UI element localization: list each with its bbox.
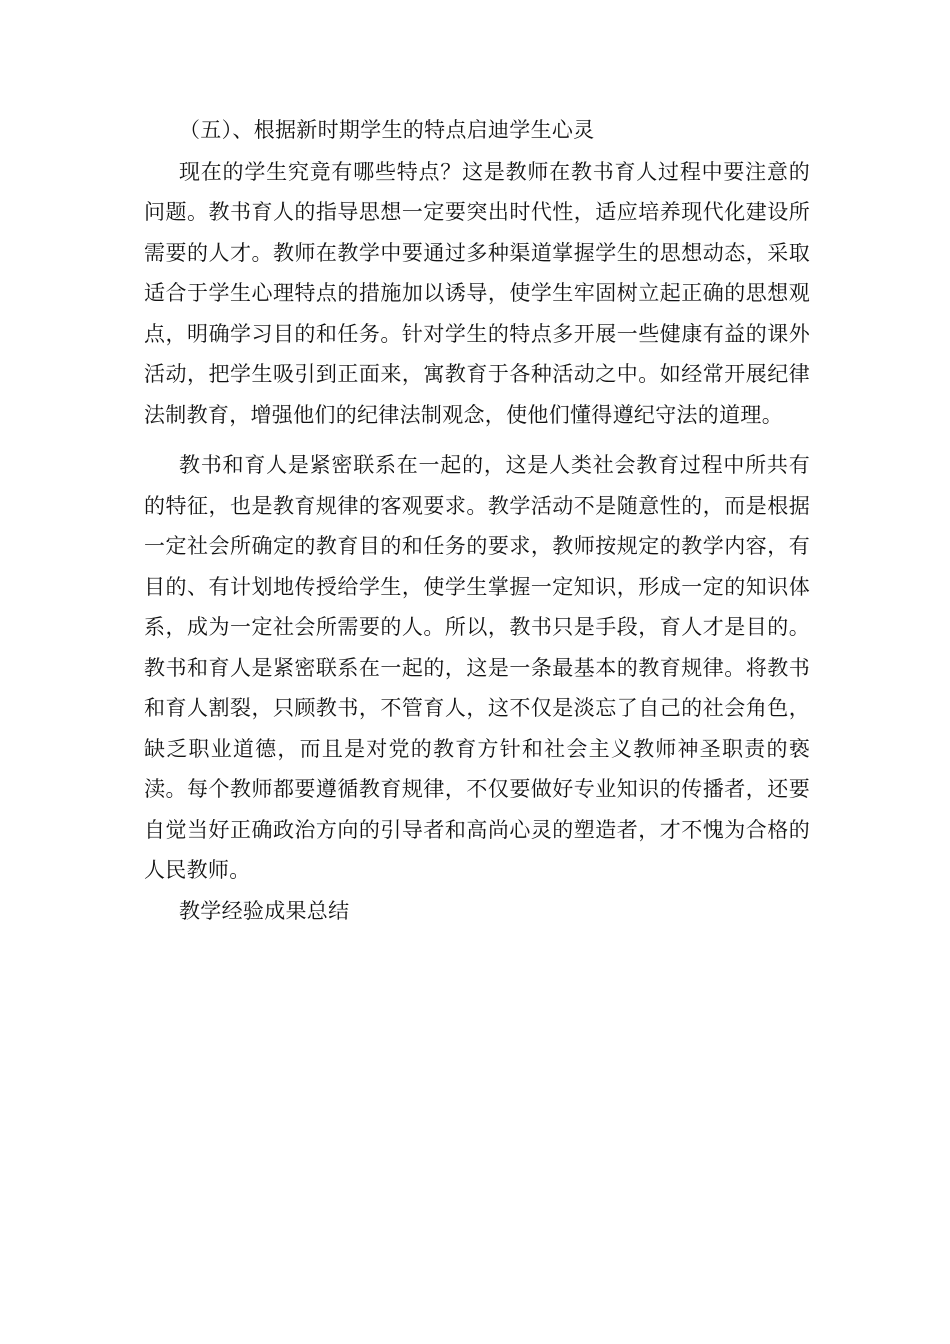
paragraph-teaching-and-educating: 教书和育人是紧密联系在一起的，这是人类社会教育过程中所共有的特征，也是教育规律的客观要求。教学活动不是随意性的，而是根据一定社会所确定的教育目的和任务的要求，教师按规定的教学内容，有目的、有计划地传授给学生，使学生掌握一定知识，形成一定的知识体系，成为一定社会所需要的人。所以，教书只是手段，育人才是目的。教书和育人是紧密联系在一起的，这是一条最基本的教育规律。将教书和育人割裂，只顾教书，不管育人，这不仅是淡忘了自己的社会角色，缺乏职业道德，而且是对党的教育方针和社会主义教师神圣职责的亵渎。每个教师都要遵循教育规律，不仅要做好专业知识的传播者，还要自觉当好正确政治方向的引导者和高尚心灵的塑造者，才不愧为合格的人民教师。 xyxy=(144,453,810,882)
document-page xyxy=(144,110,810,931)
closing-title: 教学经验成果总结 xyxy=(179,898,350,923)
paragraph-student-characteristics: 现在的学生究竟有哪些特点？这是教师在教书育人过程中要注意的问题。教书育人的指导思想一定要突出时代性，适应培养现代化建设所需要的人才。教师在教学中要通过多种渠道掌握学生的思想动态，采取适合于学生心理特点的措施加以诱导，使学生牢固树立起正确的思想观点，明确学习目的和任务。针对学生的特点多开展一些健康有益的课外活动，把学生吸引到正面来，寓教育于各种活动之中。如经常开展纪律法制教育，增强他们的纪律法制观念，使他们懂得遵纪守法的道理。 xyxy=(144,159,810,427)
section-heading: （五）、根据新时期学生的特点启迪学生心灵 xyxy=(179,118,595,142)
